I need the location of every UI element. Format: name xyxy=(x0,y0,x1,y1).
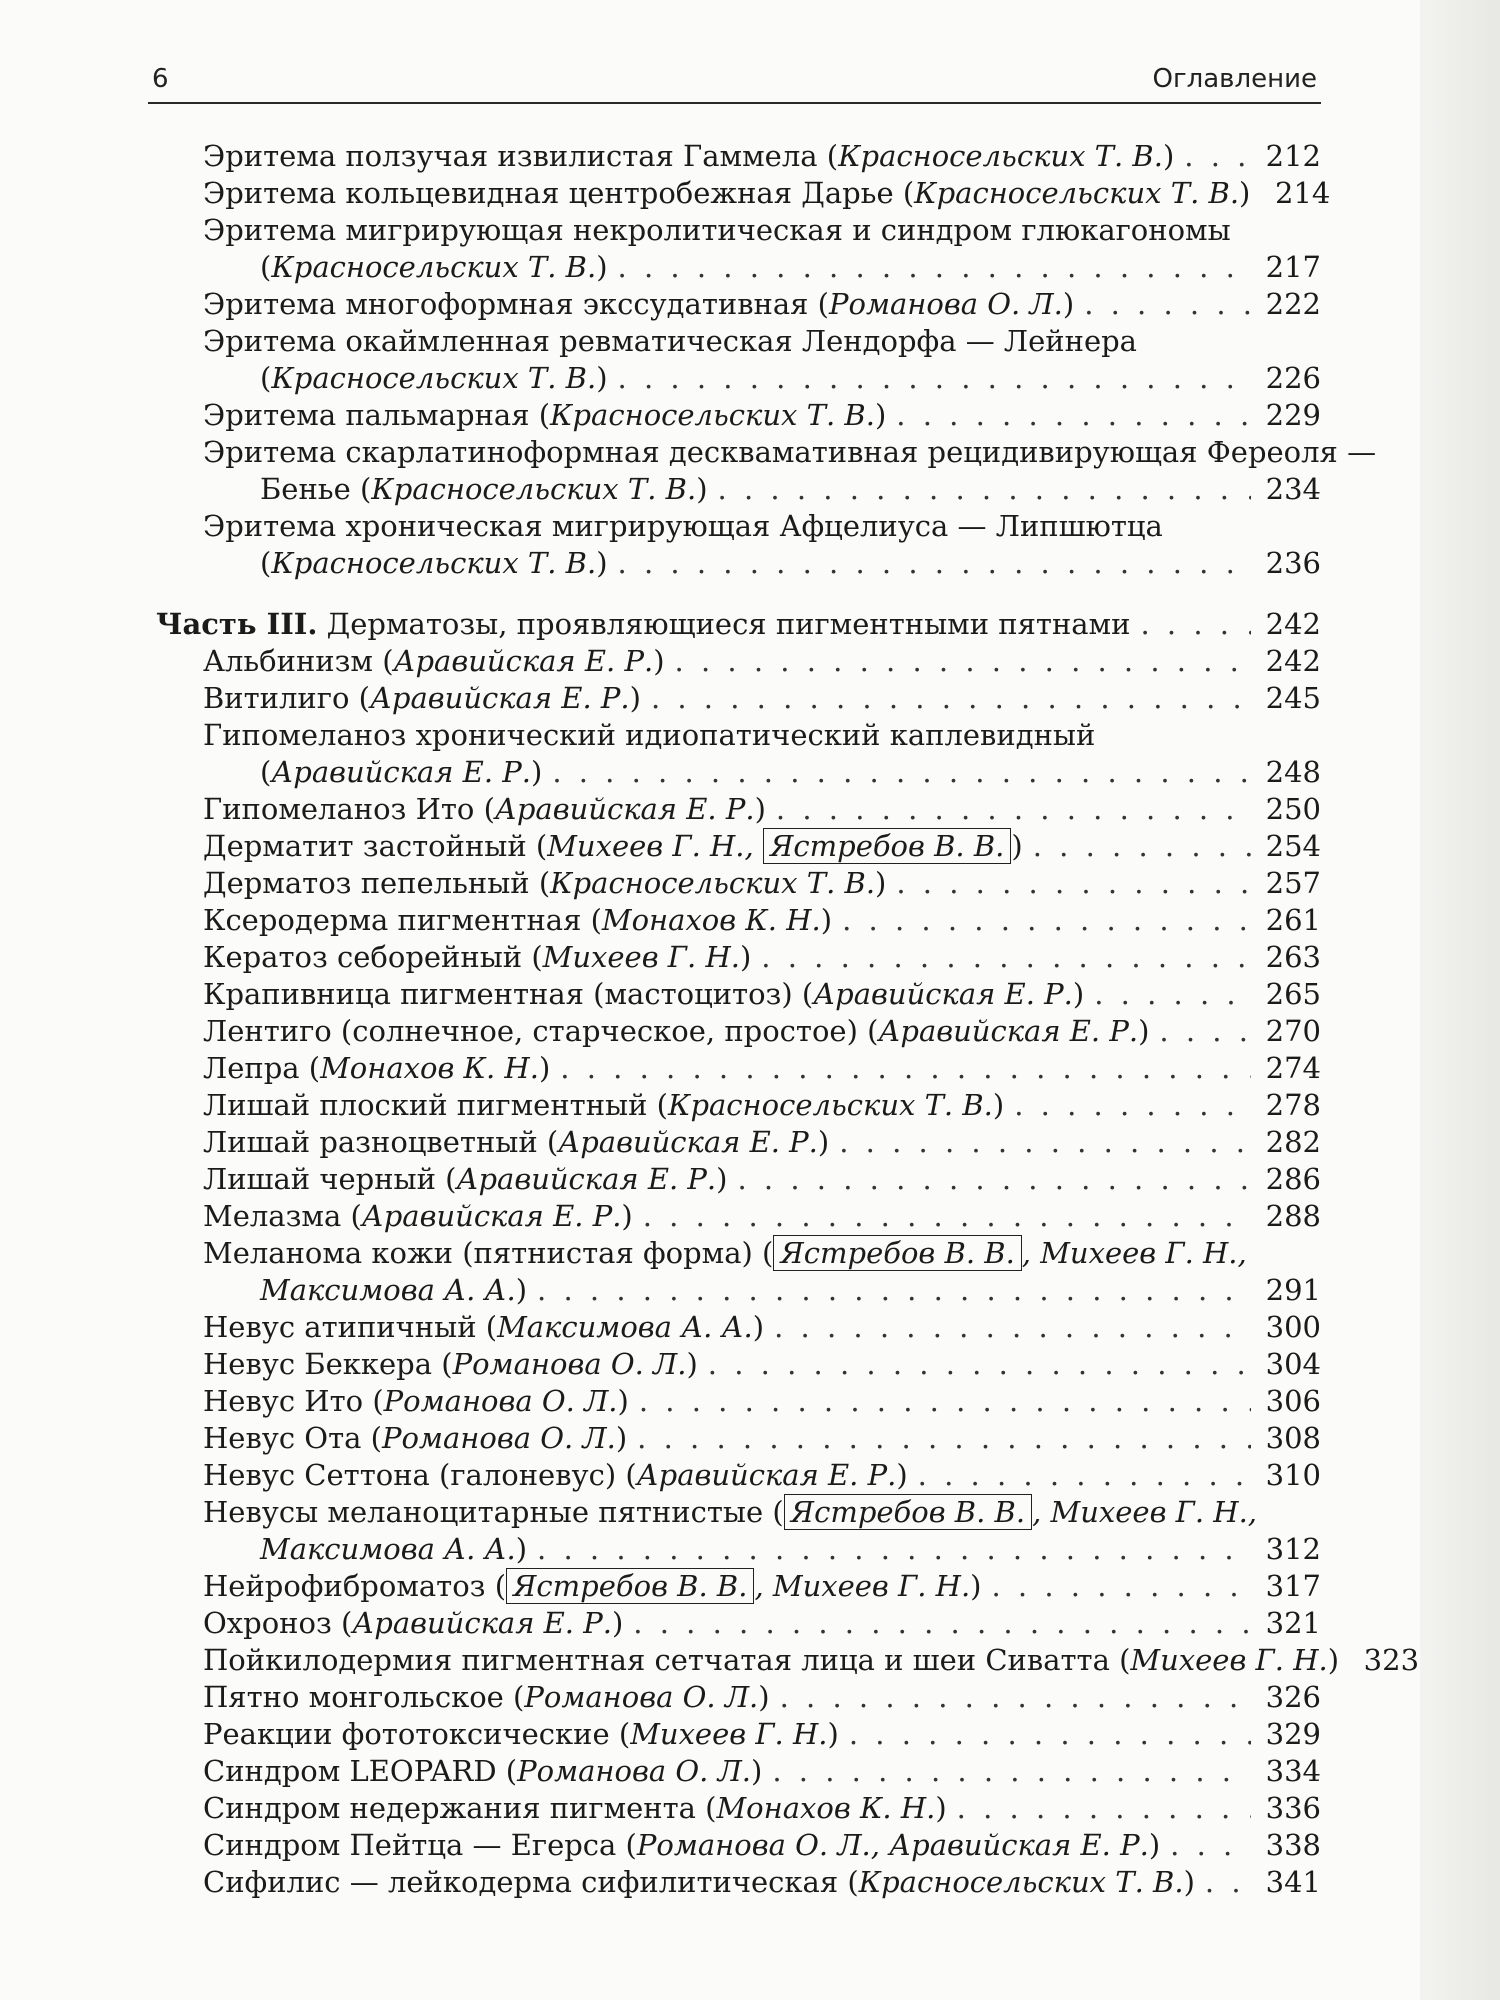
leader-dots xyxy=(643,1198,1251,1235)
page-ref: 323 xyxy=(1363,1643,1420,1677)
toc-entry[interactable] xyxy=(148,434,1377,508)
toc-entry[interactable] xyxy=(148,976,1321,1013)
entry-title: Эритема мигрирующая некролитическая и синдром глюкагономы xyxy=(203,213,1231,247)
part-label: Часть III. xyxy=(156,607,318,641)
page-ref: 226 xyxy=(1265,361,1321,395)
entry-title: ( xyxy=(260,361,272,395)
toc-entry[interactable] xyxy=(148,1790,1321,1827)
leader-dots xyxy=(1184,138,1251,175)
entry-paren: ) xyxy=(538,1051,551,1085)
leader-dots xyxy=(633,1605,1251,1642)
entry-author: Красносельских Т. В. xyxy=(271,361,597,395)
page-edge xyxy=(1420,0,1500,2000)
entry-title: Пятно монгольское ( xyxy=(203,1680,525,1714)
entry-paren: ) xyxy=(596,546,608,580)
entry-title: Эритема хроническая мигрирующая Афцелиуса — Липшютца xyxy=(203,509,1163,543)
entry-title: Охроноз ( xyxy=(203,1606,353,1640)
toc-entry[interactable] xyxy=(148,508,1321,582)
entry-paren: ) xyxy=(827,1717,839,1751)
page-ref: 300 xyxy=(1265,1310,1321,1344)
leader-dots xyxy=(1084,286,1251,323)
entry-author: Аравийская Е. Р. xyxy=(558,1125,818,1159)
leader-dots xyxy=(1014,1087,1251,1124)
table-of-contents xyxy=(148,138,1420,1901)
entry-title: Нейрофиброматоз ( xyxy=(203,1569,507,1603)
entry-paren: ) xyxy=(696,472,708,506)
entry-paren: ) xyxy=(629,681,641,715)
entry-paren: ) xyxy=(874,398,887,432)
entry-paren: ) xyxy=(992,1088,1005,1122)
page-ref: 321 xyxy=(1265,1606,1321,1640)
page-number: 6 xyxy=(152,64,169,94)
page-ref: 291 xyxy=(1265,1273,1321,1307)
page-ref: 310 xyxy=(1265,1458,1321,1492)
page-ref: 329 xyxy=(1265,1717,1321,1751)
entry-paren: ) xyxy=(1162,139,1175,173)
entry-author: Красносельских Т. В. xyxy=(550,866,876,900)
entry-paren: ) xyxy=(1011,829,1023,863)
entry-paren: ) xyxy=(515,1532,528,1566)
leader-dots xyxy=(639,1383,1251,1420)
entry-author: Красносельских Т. В. xyxy=(550,398,875,432)
entry-author: Аравийская Е. Р. xyxy=(813,977,1073,1011)
entry-author: Максимова А. А. xyxy=(260,1273,516,1307)
entry-title: Синдром LEOPARD ( xyxy=(203,1754,518,1788)
leader-dots xyxy=(776,791,1251,828)
entry-title: Ксеродерма пигментная ( xyxy=(203,903,602,937)
page-ref: 248 xyxy=(1265,755,1321,789)
entry-author-memorial: Ястребов В. В. xyxy=(763,828,1011,864)
toc-entry[interactable] xyxy=(148,828,1321,865)
entry-title: Гипомеланоз хронический идиопатический каплевидный xyxy=(203,718,1096,752)
toc-section-erythema xyxy=(148,138,1377,582)
entry-author: Романова О. Л. xyxy=(828,287,1063,321)
entry-title: Невусы меланоцитарные пятнистые ( xyxy=(203,1495,784,1529)
entry-author: , Михеев Г. Н. xyxy=(754,1569,971,1603)
entry-author: Красносельских Т. В. xyxy=(271,546,597,580)
entry-title: Гипомеланоз Ито ( xyxy=(203,792,495,826)
page-ref: 341 xyxy=(1265,1865,1321,1899)
leader-dots xyxy=(896,397,1251,434)
page-ref: 265 xyxy=(1265,977,1321,1011)
entry-author: Михеев Г. Н. xyxy=(542,940,740,974)
entry-title: Лишай разноцветный ( xyxy=(203,1125,559,1159)
toc-entry[interactable] xyxy=(148,1864,1321,1901)
toc-entry[interactable] xyxy=(148,717,1321,791)
entry-author: Красносельских Т. В. xyxy=(668,1088,993,1122)
toc-entry[interactable] xyxy=(148,643,1321,680)
leader-dots xyxy=(1140,606,1251,643)
entry-paren: ) xyxy=(820,903,833,937)
entry-author: Аравийская Е. Р. xyxy=(494,792,755,826)
leader-dots xyxy=(761,939,1251,976)
toc-entry[interactable] xyxy=(148,323,1321,397)
entry-author: Максимова А. А. xyxy=(497,1310,753,1344)
entry-paren: ) xyxy=(752,1310,765,1344)
entry-title: Эритема пальмарная ( xyxy=(203,398,551,432)
entry-title: Бенье ( xyxy=(260,472,372,506)
entry-title: Невус атипичный ( xyxy=(203,1310,498,1344)
leader-dots xyxy=(618,545,1251,582)
page-ref: 242 xyxy=(1265,644,1321,678)
page-ref: 229 xyxy=(1265,398,1321,432)
entry-paren: ) xyxy=(530,755,543,789)
entry-author: Аравийская Е. Р. xyxy=(456,1162,717,1196)
leader-dots xyxy=(780,1679,1251,1716)
toc-entry[interactable] xyxy=(148,680,1321,717)
leader-dots xyxy=(957,1790,1251,1827)
leader-dots xyxy=(1094,976,1251,1013)
entry-title: Эритема кольцевидная центробежная Дарье ( xyxy=(203,176,915,210)
page-ref: 312 xyxy=(1265,1532,1321,1566)
toc-entry[interactable] xyxy=(148,1050,1321,1087)
leader-dots xyxy=(718,471,1251,508)
entry-title: Лентиго (солнечное, старческое, простое) ( xyxy=(203,1014,879,1048)
entry-paren: ) xyxy=(515,1273,528,1307)
entry-title: Невус Беккера ( xyxy=(203,1347,453,1381)
entry-paren: ) xyxy=(1072,977,1085,1011)
entry-paren: ) xyxy=(935,1791,947,1825)
entry-title: Синдром недержания пигмента ( xyxy=(203,1791,717,1825)
toc-entry[interactable] xyxy=(148,212,1321,286)
toc-entry[interactable] xyxy=(148,902,1321,939)
entry-paren: ) xyxy=(817,1125,830,1159)
leader-dots xyxy=(618,360,1251,397)
page-ref: 234 xyxy=(1265,472,1321,506)
entry-title: Эритема многоформная экссудативная ( xyxy=(203,287,829,321)
toc-entry[interactable] xyxy=(148,939,1321,976)
leader-dots xyxy=(1170,1827,1251,1864)
entry-author: Аравийская Е. Р. xyxy=(393,644,654,678)
entry-author-memorial: Ястребов В. В. xyxy=(506,1568,754,1604)
entry-paren: ) xyxy=(596,250,608,284)
entry-author: Монахов К. Н. xyxy=(601,903,821,937)
page-ref: 217 xyxy=(1265,250,1321,284)
toc-entry[interactable] xyxy=(148,175,1331,212)
toc-entry[interactable] xyxy=(148,1494,1321,1568)
entry-author: Романова О. Л. xyxy=(517,1754,752,1788)
entry-title: ( xyxy=(260,250,272,284)
page-ref: 254 xyxy=(1265,829,1321,863)
leader-dots xyxy=(896,865,1251,902)
entry-author: Романова О. Л. xyxy=(524,1680,759,1714)
entry-author-memorial: Ястребов В. В. xyxy=(773,1235,1021,1271)
entry-author: Красносельских Т. В. xyxy=(914,176,1240,210)
entry-title: Крапивница пигментная (мастоцитоз) ( xyxy=(203,977,814,1011)
entry-paren: ) xyxy=(1062,287,1075,321)
page-ref: 245 xyxy=(1265,681,1321,715)
entry-paren: ) xyxy=(615,1421,628,1455)
entry-author: Красносельских Т. В. xyxy=(271,250,597,284)
entry-author: Монахов К. Н. xyxy=(716,1791,936,1825)
entry-author: , Михеев Г. Н., xyxy=(1021,1236,1247,1270)
leader-dots xyxy=(842,902,1251,939)
entry-paren: ) xyxy=(970,1569,982,1603)
page-ref: 274 xyxy=(1265,1051,1321,1085)
entry-title: ( xyxy=(260,755,272,789)
entry-paren: ) xyxy=(686,1347,698,1381)
entry-author: Красносельских Т. В. xyxy=(371,472,697,506)
entry-title: Лишай черный ( xyxy=(203,1162,457,1196)
toc-entry[interactable] xyxy=(148,286,1321,323)
leader-dots xyxy=(552,754,1251,791)
entry-paren: ) xyxy=(1327,1643,1340,1677)
entry-paren: ) xyxy=(621,1199,633,1233)
running-header xyxy=(148,62,1321,104)
leader-dots xyxy=(637,1420,1251,1457)
page-ref: 278 xyxy=(1265,1088,1321,1122)
entry-paren: ) xyxy=(739,940,752,974)
entry-title: Витилиго ( xyxy=(203,681,370,715)
entry-author: Красносельских Т. В. xyxy=(858,1865,1184,1899)
leader-dots xyxy=(772,1753,1251,1790)
entry-title: Невус Ота ( xyxy=(203,1421,382,1455)
toc-section-part3 xyxy=(148,643,1420,1901)
toc-entry[interactable] xyxy=(148,1827,1321,1864)
page-ref: 214 xyxy=(1275,176,1331,210)
toc-entry[interactable] xyxy=(148,1198,1321,1235)
entry-paren: ) xyxy=(758,1680,770,1714)
page-ref: 242 xyxy=(1265,607,1321,641)
toc-entry[interactable] xyxy=(148,1753,1321,1790)
entry-title: Дерматоз пепельный ( xyxy=(203,866,551,900)
toc-entry[interactable] xyxy=(148,1568,1321,1605)
toc-entry[interactable] xyxy=(148,1346,1321,1383)
toc-entry[interactable] xyxy=(148,1087,1321,1124)
leader-dots xyxy=(537,1272,1251,1309)
page-ref: 317 xyxy=(1265,1569,1321,1603)
page-ref: 236 xyxy=(1265,546,1321,580)
leader-dots xyxy=(675,643,1251,680)
entry-title: Эритема окаймленная ревматическая Лендорфа — Лейнера xyxy=(203,324,1137,358)
entry-paren: ) xyxy=(611,1606,624,1640)
page-ref: 257 xyxy=(1265,866,1321,900)
toc-entry[interactable] xyxy=(148,1383,1321,1420)
entry-title: Лепра ( xyxy=(203,1051,321,1085)
entry-author: Романова О. Л. xyxy=(452,1347,687,1381)
toc-entry[interactable] xyxy=(148,865,1321,902)
entry-title: Мелазма ( xyxy=(203,1199,362,1233)
leader-dots xyxy=(849,1716,1251,1753)
toc-entry[interactable] xyxy=(148,1679,1321,1716)
leader-dots xyxy=(651,680,1251,717)
page-ref: 306 xyxy=(1265,1384,1321,1418)
leader-dots xyxy=(992,1568,1252,1605)
page-ref: 263 xyxy=(1265,940,1321,974)
entry-paren: ) xyxy=(1239,176,1251,210)
entry-title: Эритема ползучая извилистая Гаммела ( xyxy=(203,139,839,173)
entry-author-memorial: Ястребов В. В. xyxy=(784,1494,1032,1530)
leader-dots xyxy=(537,1531,1251,1568)
entry-paren: ) xyxy=(716,1162,728,1196)
entry-title: Дерматит застойный ( xyxy=(203,829,548,863)
entry-title: Сифилис — лейкодерма сифилитическая ( xyxy=(203,1865,859,1899)
toc-entry[interactable] xyxy=(148,1013,1321,1050)
entry-paren: ) xyxy=(653,644,665,678)
part-title: Дерматозы, проявляющиеся пигментными пятнами xyxy=(317,607,1131,641)
leader-dots xyxy=(560,1050,1251,1087)
toc-entry[interactable] xyxy=(148,1161,1321,1198)
toc-part-heading[interactable] xyxy=(148,606,1321,643)
entry-title: Эритема скарлатиноформная десквамативная рецидивирующая Фереоля — xyxy=(203,435,1377,469)
leader-dots xyxy=(1159,1013,1251,1050)
toc-entry[interactable] xyxy=(148,1235,1321,1309)
toc-entry[interactable] xyxy=(148,1457,1321,1494)
entry-author: Михеев Г. Н. xyxy=(1130,1643,1328,1677)
leader-dots xyxy=(1033,828,1251,865)
entry-title: Лишай плоский пигментный ( xyxy=(203,1088,668,1122)
page-ref: 222 xyxy=(1265,287,1321,321)
entry-paren: ) xyxy=(754,792,766,826)
entry-author: Монахов К. Н. xyxy=(320,1051,539,1085)
entry-title: Синдром Пейтца — Егерса ( xyxy=(203,1828,637,1862)
entry-paren: ) xyxy=(617,1384,629,1418)
entry-title: Альбинизм ( xyxy=(203,644,394,678)
entry-paren: ) xyxy=(875,866,887,900)
entry-author: Аравийская Е. Р. xyxy=(361,1199,622,1233)
toc-entry[interactable] xyxy=(148,1605,1321,1642)
page-ref: 212 xyxy=(1265,139,1321,173)
entry-title: Кератоз себорейный ( xyxy=(203,940,543,974)
entry-author: Романова О. Л., Аравийская Е. Р. xyxy=(636,1828,1149,1862)
entry-author: Аравийская Е. Р. xyxy=(878,1014,1139,1048)
entry-paren: ) xyxy=(1148,1828,1161,1862)
entry-author: Аравийская Е. Р. xyxy=(271,755,531,789)
page-ref: 334 xyxy=(1265,1754,1321,1788)
entry-author: , Михеев Г. Н., xyxy=(1032,1495,1258,1529)
entry-author: Аравийская Е. Р. xyxy=(636,1458,897,1492)
entry-author: Аравийская Е. Р. xyxy=(352,1606,612,1640)
entry-title: Невус Ито ( xyxy=(203,1384,384,1418)
page-ref: 288 xyxy=(1265,1199,1321,1233)
leader-dots xyxy=(708,1346,1251,1383)
leader-dots xyxy=(918,1457,1251,1494)
toc-entry[interactable] xyxy=(148,397,1321,434)
toc-entry[interactable] xyxy=(148,1642,1420,1679)
page-ref: 326 xyxy=(1265,1680,1321,1714)
entry-paren: ) xyxy=(1138,1014,1150,1048)
entry-author: Романова О. Л. xyxy=(381,1421,616,1455)
entry-paren: ) xyxy=(596,361,608,395)
entry-title: Реакции фототоксические ( xyxy=(203,1717,631,1751)
entry-title: Пойкилодермия пигментная сетчатая лица и шеи Сиватта ( xyxy=(203,1643,1131,1677)
toc-entry[interactable] xyxy=(148,1716,1321,1753)
toc-entry[interactable] xyxy=(148,1420,1321,1457)
page-ref: 338 xyxy=(1265,1828,1321,1862)
page-ref: 250 xyxy=(1265,792,1321,826)
running-title: Оглавление xyxy=(1152,64,1317,94)
leader-dots xyxy=(737,1161,1251,1198)
leader-dots xyxy=(774,1309,1251,1346)
page-ref: 336 xyxy=(1265,1791,1321,1825)
page-ref: 286 xyxy=(1265,1162,1321,1196)
entry-paren: ) xyxy=(751,1754,763,1788)
page-ref: 308 xyxy=(1265,1421,1321,1455)
page-ref: 282 xyxy=(1265,1125,1321,1159)
page-ref: 304 xyxy=(1265,1347,1321,1381)
toc-entry[interactable] xyxy=(148,138,1321,175)
entry-author: Михеев Г. Н. xyxy=(630,1717,828,1751)
entry-title: Невус Сеттона (галоневус) ( xyxy=(203,1458,637,1492)
page-ref: 261 xyxy=(1265,903,1321,937)
entry-author: Романова О. Л. xyxy=(383,1384,618,1418)
entry-paren: ) xyxy=(1183,1865,1195,1899)
entry-author: Михеев Г. Н., xyxy=(547,829,763,863)
entry-title: ( xyxy=(260,546,272,580)
leader-dots xyxy=(1205,1864,1251,1901)
entry-author: Аравийская Е. Р. xyxy=(369,681,630,715)
leader-dots xyxy=(618,249,1251,286)
leader-dots xyxy=(839,1124,1251,1161)
page-ref: 270 xyxy=(1265,1014,1321,1048)
toc-entry[interactable] xyxy=(148,791,1321,828)
toc-entry[interactable] xyxy=(148,1309,1321,1346)
toc-entry[interactable] xyxy=(148,1124,1321,1161)
entry-paren: ) xyxy=(896,1458,908,1492)
entry-author: Максимова А. А. xyxy=(260,1532,516,1566)
entry-title: Меланома кожи (пятнистая форма) ( xyxy=(203,1236,774,1270)
entry-author: Красносельских Т. В. xyxy=(838,139,1163,173)
